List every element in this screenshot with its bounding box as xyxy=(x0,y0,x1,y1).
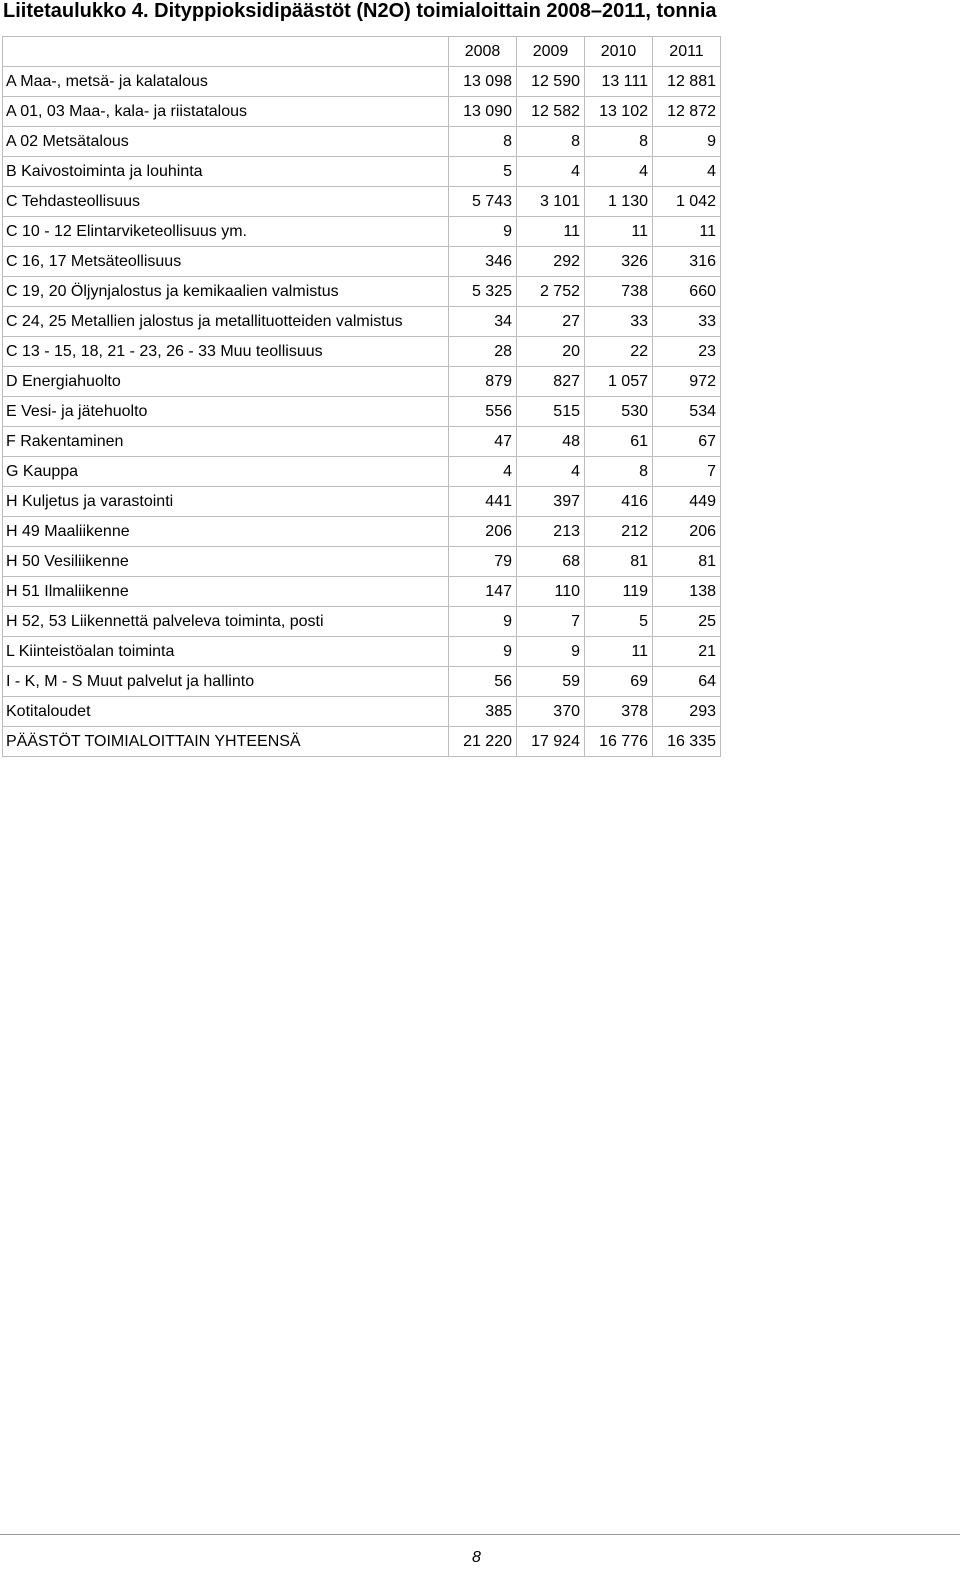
year-header: 2009 xyxy=(517,37,585,67)
value-cell: 213 xyxy=(517,517,585,547)
value-cell: 827 xyxy=(517,367,585,397)
row-label: L Kiinteistöalan toiminta xyxy=(3,637,449,667)
value-cell: 81 xyxy=(653,547,721,577)
table-row xyxy=(3,367,721,397)
row-label: C 10 - 12 Elintarviketeollisuus ym. xyxy=(3,217,449,247)
value-cell: 64 xyxy=(653,667,721,697)
value-cell: 5 xyxy=(449,157,517,187)
value-cell: 206 xyxy=(653,517,721,547)
value-cell: 972 xyxy=(653,367,721,397)
row-label: I - K, M - S Muut palvelut ja hallinto xyxy=(3,667,449,697)
row-label: A 01, 03 Maa-, kala- ja riistatalous xyxy=(3,97,449,127)
value-cell: 11 xyxy=(517,217,585,247)
value-cell: 68 xyxy=(517,547,585,577)
year-header: 2008 xyxy=(449,37,517,67)
value-cell: 326 xyxy=(585,247,653,277)
table-row xyxy=(3,127,721,157)
table-row xyxy=(3,697,721,727)
value-cell: 556 xyxy=(449,397,517,427)
value-cell: 25 xyxy=(653,607,721,637)
value-cell: 1 057 xyxy=(585,367,653,397)
value-cell: 1 130 xyxy=(585,187,653,217)
value-cell: 534 xyxy=(653,397,721,427)
table-row xyxy=(3,307,721,337)
value-cell: 33 xyxy=(585,307,653,337)
page-title: Liitetaulukko 4. Dityppioksidipäästöt (N2O) toimialoittain 2008–2011, tonnia xyxy=(3,0,717,22)
page-number: 8 xyxy=(472,1549,481,1566)
table-row xyxy=(3,247,721,277)
row-label: B Kaivostoiminta ja louhinta xyxy=(3,157,449,187)
value-cell: 34 xyxy=(449,307,517,337)
row-label: G Kauppa xyxy=(3,457,449,487)
table-row xyxy=(3,277,721,307)
value-cell: 119 xyxy=(585,577,653,607)
value-cell: 660 xyxy=(653,277,721,307)
value-cell: 7 xyxy=(517,607,585,637)
emissions-table xyxy=(2,36,721,757)
header-corner-cell xyxy=(3,37,449,67)
value-cell: 13 090 xyxy=(449,97,517,127)
value-cell: 449 xyxy=(653,487,721,517)
value-cell: 11 xyxy=(653,217,721,247)
table-row xyxy=(3,607,721,637)
value-cell: 293 xyxy=(653,697,721,727)
value-cell: 13 098 xyxy=(449,67,517,97)
table-row xyxy=(3,457,721,487)
row-label: H 51 Ilmaliikenne xyxy=(3,577,449,607)
table-row xyxy=(3,67,721,97)
value-cell: 385 xyxy=(449,697,517,727)
value-cell: 316 xyxy=(653,247,721,277)
value-cell: 4 xyxy=(449,457,517,487)
value-cell: 22 xyxy=(585,337,653,367)
table-row xyxy=(3,97,721,127)
table-row xyxy=(3,727,721,757)
value-cell: 530 xyxy=(585,397,653,427)
value-cell: 17 924 xyxy=(517,727,585,757)
value-cell: 5 325 xyxy=(449,277,517,307)
row-label: PÄÄSTÖT TOIMIALOITTAIN YHTEENSÄ xyxy=(3,727,449,757)
value-cell: 416 xyxy=(585,487,653,517)
value-cell: 397 xyxy=(517,487,585,517)
row-label: C 16, 17 Metsäteollisuus xyxy=(3,247,449,277)
value-cell: 11 xyxy=(585,637,653,667)
table-row xyxy=(3,547,721,577)
row-label: E Vesi- ja jätehuolto xyxy=(3,397,449,427)
table-row xyxy=(3,187,721,217)
table-row xyxy=(3,487,721,517)
value-cell: 3 101 xyxy=(517,187,585,217)
value-cell: 20 xyxy=(517,337,585,367)
value-cell: 4 xyxy=(517,457,585,487)
value-cell: 515 xyxy=(517,397,585,427)
value-cell: 27 xyxy=(517,307,585,337)
value-cell: 9 xyxy=(449,607,517,637)
value-cell: 879 xyxy=(449,367,517,397)
value-cell: 13 102 xyxy=(585,97,653,127)
value-cell: 12 582 xyxy=(517,97,585,127)
table-body xyxy=(3,67,721,757)
row-label: H 49 Maaliikenne xyxy=(3,517,449,547)
row-label: C 24, 25 Metallien jalostus ja metallituotteiden valmistus xyxy=(3,307,449,337)
value-cell: 9 xyxy=(449,637,517,667)
value-cell: 370 xyxy=(517,697,585,727)
value-cell: 4 xyxy=(653,157,721,187)
value-cell: 12 590 xyxy=(517,67,585,97)
value-cell: 13 111 xyxy=(585,67,653,97)
row-label: H 52, 53 Liikennettä palveleva toiminta, posti xyxy=(3,607,449,637)
value-cell: 138 xyxy=(653,577,721,607)
table-row xyxy=(3,517,721,547)
value-cell: 28 xyxy=(449,337,517,367)
value-cell: 21 xyxy=(653,637,721,667)
row-label: C 19, 20 Öljynjalostus ja kemikaalien valmistus xyxy=(3,277,449,307)
value-cell: 8 xyxy=(585,457,653,487)
value-cell: 5 743 xyxy=(449,187,517,217)
table-row xyxy=(3,397,721,427)
value-cell: 292 xyxy=(517,247,585,277)
value-cell: 7 xyxy=(653,457,721,487)
value-cell: 9 xyxy=(449,217,517,247)
value-cell: 2 752 xyxy=(517,277,585,307)
row-label: H 50 Vesiliikenne xyxy=(3,547,449,577)
value-cell: 23 xyxy=(653,337,721,367)
value-cell: 81 xyxy=(585,547,653,577)
value-cell: 8 xyxy=(517,127,585,157)
table-row xyxy=(3,637,721,667)
table-row xyxy=(3,157,721,187)
value-cell: 16 776 xyxy=(585,727,653,757)
value-cell: 212 xyxy=(585,517,653,547)
value-cell: 69 xyxy=(585,667,653,697)
row-label: A 02 Metsätalous xyxy=(3,127,449,157)
value-cell: 11 xyxy=(585,217,653,247)
row-label: D Energiahuolto xyxy=(3,367,449,397)
table-row xyxy=(3,427,721,457)
value-cell: 67 xyxy=(653,427,721,457)
value-cell: 378 xyxy=(585,697,653,727)
value-cell: 79 xyxy=(449,547,517,577)
value-cell: 56 xyxy=(449,667,517,697)
value-cell: 4 xyxy=(585,157,653,187)
row-label: H Kuljetus ja varastointi xyxy=(3,487,449,517)
value-cell: 9 xyxy=(517,637,585,667)
row-label: Kotitaloudet xyxy=(3,697,449,727)
value-cell: 110 xyxy=(517,577,585,607)
value-cell: 1 042 xyxy=(653,187,721,217)
row-label: C 13 - 15, 18, 21 - 23, 26 - 33 Muu teollisuus xyxy=(3,337,449,367)
value-cell: 16 335 xyxy=(653,727,721,757)
row-label: F Rakentaminen xyxy=(3,427,449,457)
value-cell: 147 xyxy=(449,577,517,607)
value-cell: 12 881 xyxy=(653,67,721,97)
value-cell: 12 872 xyxy=(653,97,721,127)
value-cell: 48 xyxy=(517,427,585,457)
footer-divider xyxy=(0,1534,960,1535)
value-cell: 4 xyxy=(517,157,585,187)
year-header: 2010 xyxy=(585,37,653,67)
table-row xyxy=(3,337,721,367)
table-row xyxy=(3,217,721,247)
value-cell: 59 xyxy=(517,667,585,697)
year-header: 2011 xyxy=(653,37,721,67)
value-cell: 61 xyxy=(585,427,653,457)
value-cell: 9 xyxy=(653,127,721,157)
value-cell: 33 xyxy=(653,307,721,337)
table-row xyxy=(3,667,721,697)
value-cell: 441 xyxy=(449,487,517,517)
value-cell: 8 xyxy=(449,127,517,157)
value-cell: 47 xyxy=(449,427,517,457)
value-cell: 8 xyxy=(585,127,653,157)
table-row xyxy=(3,577,721,607)
value-cell: 738 xyxy=(585,277,653,307)
value-cell: 206 xyxy=(449,517,517,547)
row-label: A Maa-, metsä- ja kalatalous xyxy=(3,67,449,97)
table-header-row xyxy=(3,37,721,67)
value-cell: 5 xyxy=(585,607,653,637)
row-label: C Tehdasteollisuus xyxy=(3,187,449,217)
value-cell: 346 xyxy=(449,247,517,277)
value-cell: 21 220 xyxy=(449,727,517,757)
